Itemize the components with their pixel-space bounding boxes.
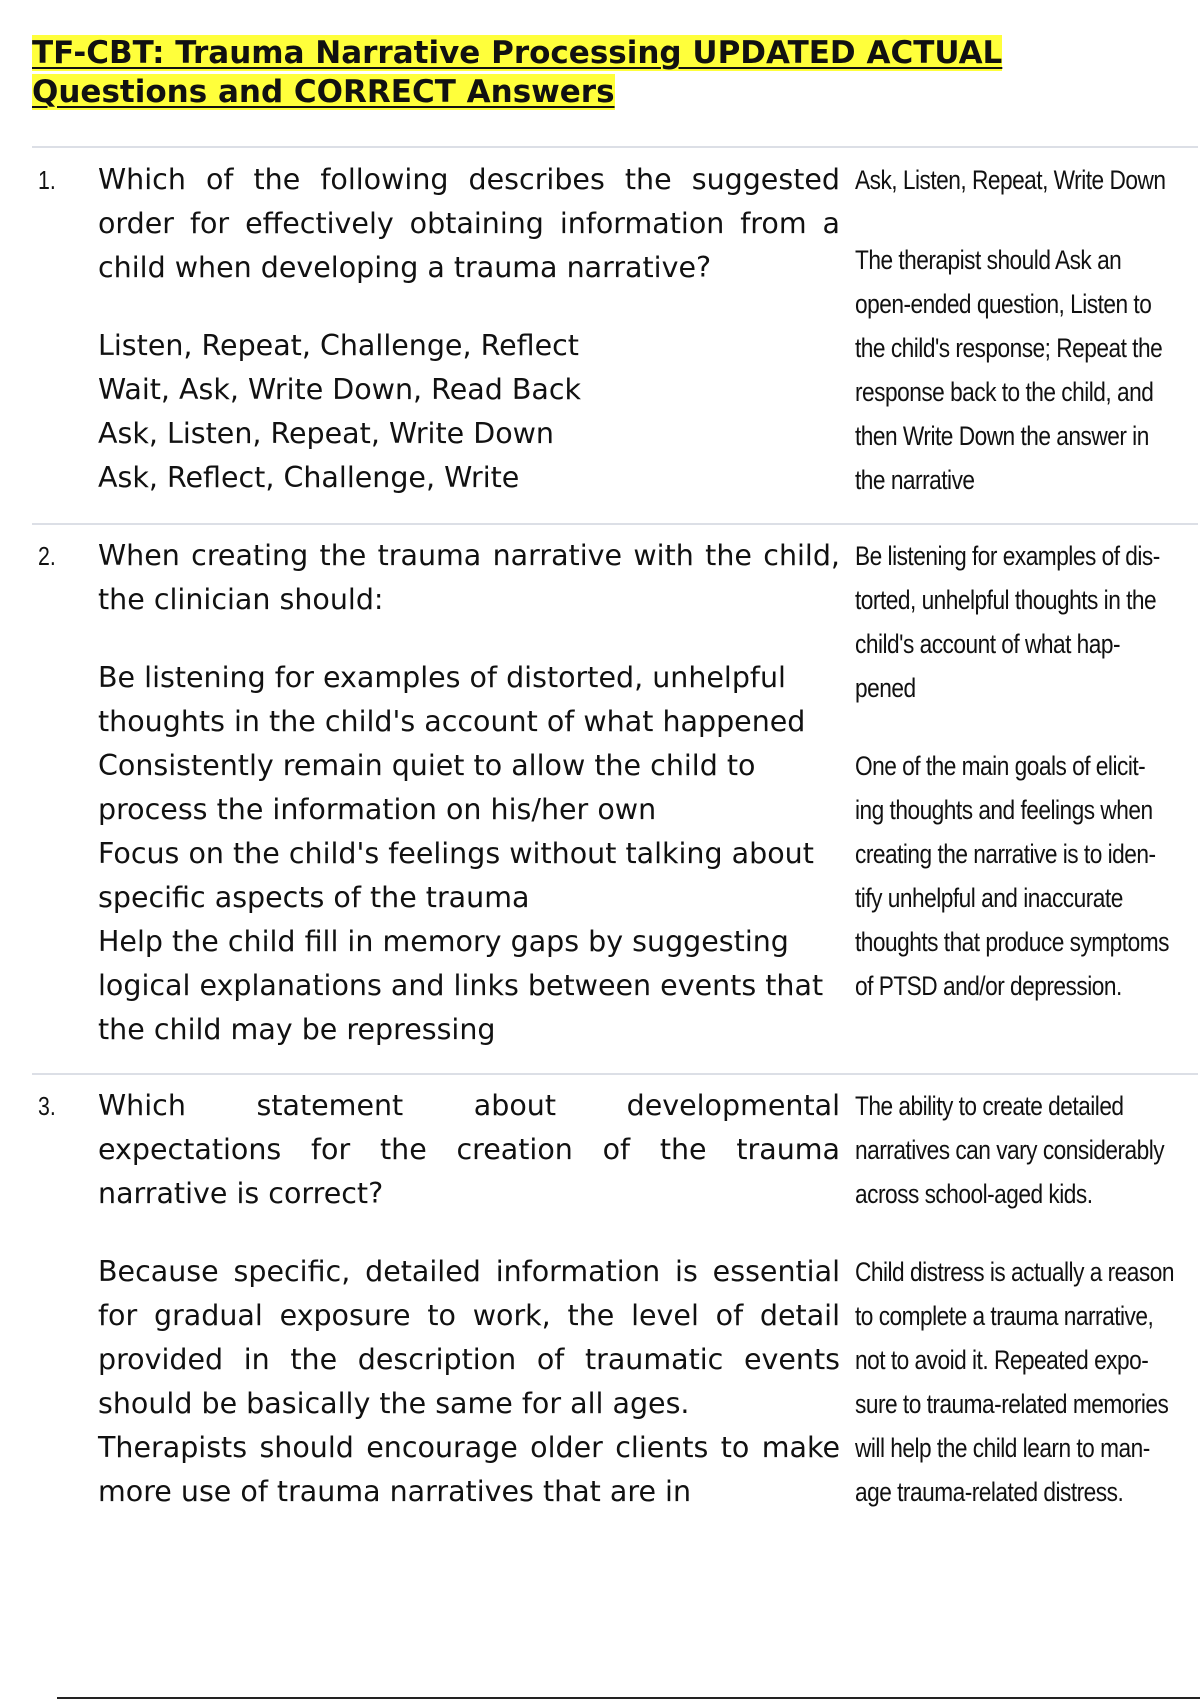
explanation-line: age trauma-related distress. bbox=[855, 1477, 1124, 1507]
explanation-line: ing thoughts and feelings when bbox=[855, 795, 1153, 825]
explanation-line: to complete a trauma narrative, bbox=[855, 1301, 1154, 1331]
explanation-line: thoughts that produce symptoms bbox=[855, 927, 1169, 957]
choice-item: Consistently remain quiet to allow the child to process the information on his/her own bbox=[98, 749, 756, 826]
answer-text bbox=[855, 534, 1185, 710]
explanation-line: open-ended question, Listen to bbox=[855, 289, 1152, 319]
choice-item: Listen, Repeat, Challenge, Reflect bbox=[98, 329, 579, 362]
explanation-line: the narrative bbox=[855, 465, 975, 495]
explanation-line: not to avoid it. Repeated expo- bbox=[855, 1345, 1149, 1375]
divider bbox=[32, 523, 1198, 525]
choice-item: Focus on the child's feelings without talking about specific aspects of the trauma bbox=[98, 837, 814, 914]
choice-item: Therapists should encourage older clients to make more use of trauma narratives that are in bbox=[98, 1431, 840, 1508]
question-text: Which of the following describes the suggested order for effectively obtaining information from a child when developing a trauma narrative? bbox=[98, 163, 840, 284]
choice-item: Ask, Reflect, Challenge, Write bbox=[98, 461, 520, 494]
divider bbox=[32, 146, 1198, 148]
explanation-line: One of the main goals of elicit- bbox=[855, 751, 1146, 781]
question-text: Which statement about developmental expectations for the creation of the trauma narrative is correct? bbox=[98, 1089, 840, 1210]
answer-line: across school-aged kids. bbox=[855, 1179, 1093, 1209]
explanation-line: sure to trauma-related memories bbox=[855, 1389, 1169, 1419]
explanation-line: creating the narrative is to iden- bbox=[855, 839, 1156, 869]
choice-item: Help the child fill in memory gaps by suggesting logical explanations and links between events that the child may be repressing bbox=[98, 925, 824, 1046]
answer-line: child's account of what hap- bbox=[855, 629, 1121, 659]
choice-item: Be listening for examples of distorted, unhelpful thoughts in the child's account of what happened bbox=[98, 661, 806, 738]
explanation-text bbox=[855, 1250, 1185, 1514]
question-number: 1. bbox=[38, 165, 56, 195]
choice-list bbox=[98, 1250, 840, 1514]
document-title bbox=[32, 34, 1172, 112]
page-bottom-rule bbox=[57, 1697, 1200, 1699]
answer-line: Be listening for examples of dis- bbox=[855, 541, 1160, 571]
explanation-text bbox=[855, 744, 1185, 1008]
choice-item: Because specific, detailed information is essential for gradual exposure to work, the level of detail provided in the description of traumatic events should be basically the same for all ages. bbox=[98, 1255, 840, 1420]
answer-text bbox=[855, 158, 1185, 202]
explanation-line: then Write Down the answer in bbox=[855, 421, 1149, 451]
choice-item: Ask, Listen, Repeat, Write Down bbox=[98, 417, 554, 450]
answer-line: The ability to create detailed bbox=[855, 1091, 1124, 1121]
answer-line: Ask, Listen, Repeat, Write Down bbox=[855, 165, 1166, 195]
explanation-line: The therapist should Ask an bbox=[855, 245, 1122, 275]
explanation-line: will help the child learn to man- bbox=[855, 1433, 1150, 1463]
explanation-line: the child's response; Repeat the bbox=[855, 333, 1163, 363]
choice-list bbox=[98, 324, 840, 500]
question-number: 3. bbox=[38, 1091, 56, 1121]
explanation-line: Child distress is actually a reason bbox=[855, 1257, 1174, 1287]
explanation-text bbox=[855, 238, 1185, 502]
explanation-line: tify unhelpful and inaccurate bbox=[855, 883, 1123, 913]
divider bbox=[32, 1073, 1198, 1075]
choice-list bbox=[98, 656, 840, 1052]
choice-item: Wait, Ask, Write Down, Read Back bbox=[98, 373, 582, 406]
explanation-line: of PTSD and/or depression. bbox=[855, 971, 1122, 1001]
title-highlight: TF-CBT: Trauma Narrative Processing UPDATED ACTUAL Questions and CORRECT Answers bbox=[32, 35, 1003, 110]
answer-line: pened bbox=[855, 673, 916, 703]
explanation-line: response back to the child, and bbox=[855, 377, 1154, 407]
question-number: 2. bbox=[38, 541, 56, 571]
answer-line: torted, unhelpful thoughts in the bbox=[855, 585, 1157, 615]
question-text: When creating the trauma narrative with the child, the clinician should: bbox=[98, 539, 840, 616]
answer-text bbox=[855, 1084, 1185, 1216]
answer-line: narratives can vary considerably bbox=[855, 1135, 1165, 1165]
